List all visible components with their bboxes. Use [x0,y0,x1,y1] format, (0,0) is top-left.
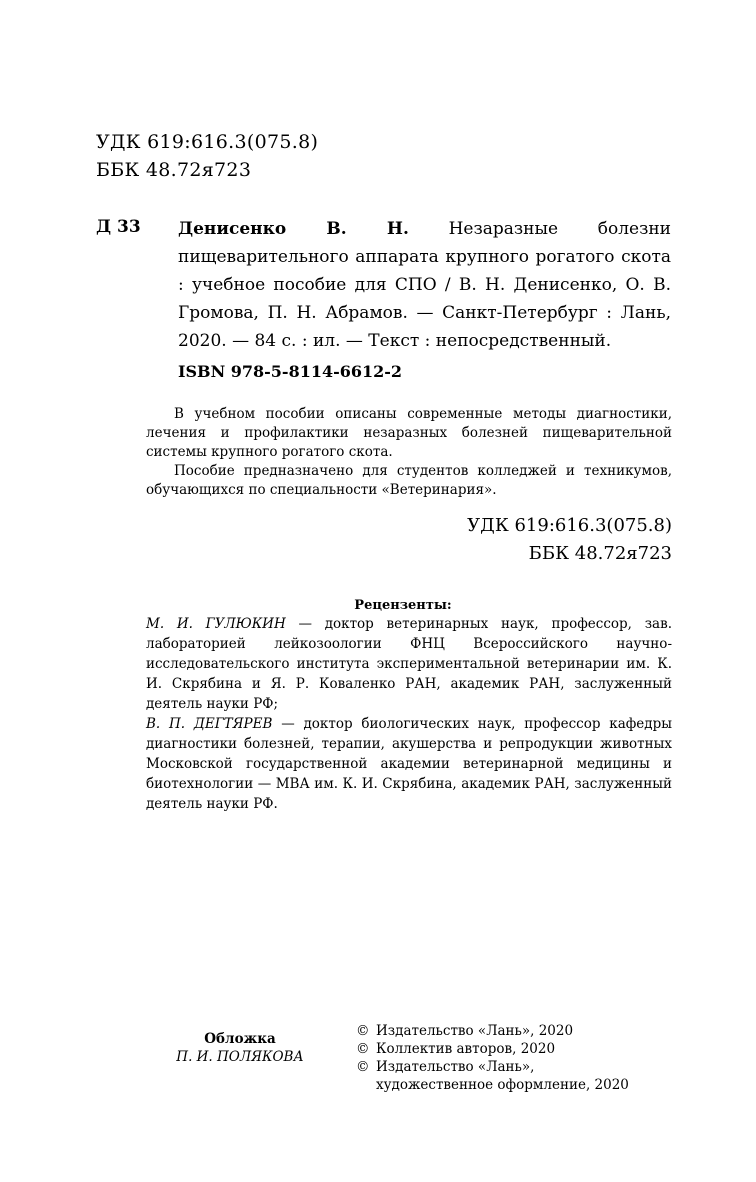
copyright-icon: © [356,1059,370,1075]
reviewer-text: — доктор биологических наук, профессор кафедры диагностики болезней, терапии, акушерства и репродукции животных Московской государственной академии ветеринарной медицины и биотехнологии — МВА им. К. И. Скрябина, академик РАН, заслуженный деятель науки РФ. [146,716,672,812]
description-text: Незаразные болезни пищеварительного аппарата крупного рогатого скота : учебное пособие для СПО / В. Н. Денисенко, О. В. Громова, П. Н. Абрамов. — Санкт-Петербург : Лань, 2020. — 84 с. : ил. — Текст : непосредственный. [178,219,672,351]
cover-credit [150,1030,330,1066]
reviewer-item [146,614,672,714]
copyright-line [356,1022,629,1040]
copyright-text: художественное оформление, 2020 [376,1077,629,1093]
reviewer-name: В. П. ДЕГТЯРЕВ [146,716,273,732]
copyright-text: Коллектив авторов, 2020 [376,1041,556,1057]
copyright-line [356,1040,629,1058]
reviewer-text: — доктор ветеринарных наук, профессор, зав. лабораторией лейкозоологии ФНЦ Всероссийского научно-исследовательского института экспериментальной ветеринарии им. К. И. Скрябина и Я. Р. Коваленко РАН, академик РАН, заслуженный деятель науки РФ; [146,616,673,712]
bibliographic-description [178,215,671,355]
reviewer-name: М. И. ГУЛЮКИН [146,616,286,632]
copyright-text: Издательство «Лань», 2020 [376,1023,574,1039]
isbn: ISBN 978-5-8114-6612-2 [178,362,403,381]
header-classification [96,128,318,184]
copyright-continuation [356,1076,629,1094]
copyright-icon: © [356,1041,370,1057]
author-mark: Д 33 [96,217,141,237]
author-name: Денисенко В. Н. [178,219,409,239]
bbk-code: ББК 48.72я723 [96,159,252,181]
reviewer-item [146,714,672,814]
reviewers-title: Рецензенты: [354,598,452,613]
copyright-icon: © [356,1023,370,1039]
copyright-line [356,1058,629,1076]
copyright-block [356,1022,629,1094]
annotation-paragraph-2: Пособие предназначено для студентов колледжей и техникумов, обучающихся по специальности «Ветеринария». [146,463,672,498]
bbk-code-right: ББК 48.72я723 [528,543,672,564]
cover-label: Обложка [204,1031,276,1047]
annotation-paragraph-1: В учебном пособии описаны современные методы диагностики, лечения и профилактики незаразных болезней пищеварительной системы крупного рогатого скота. [146,406,672,460]
udk-code-right: УДК 619:616.3(075.8) [467,515,672,536]
classification-block [467,512,672,568]
cover-designer: П. И. ПОЛЯКОВА [176,1049,304,1065]
copyright-text: Издательство «Лань», [376,1059,535,1075]
reviewers-list [146,614,672,814]
udk-code: УДК 619:616.3(075.8) [96,131,319,153]
annotation [146,405,672,500]
